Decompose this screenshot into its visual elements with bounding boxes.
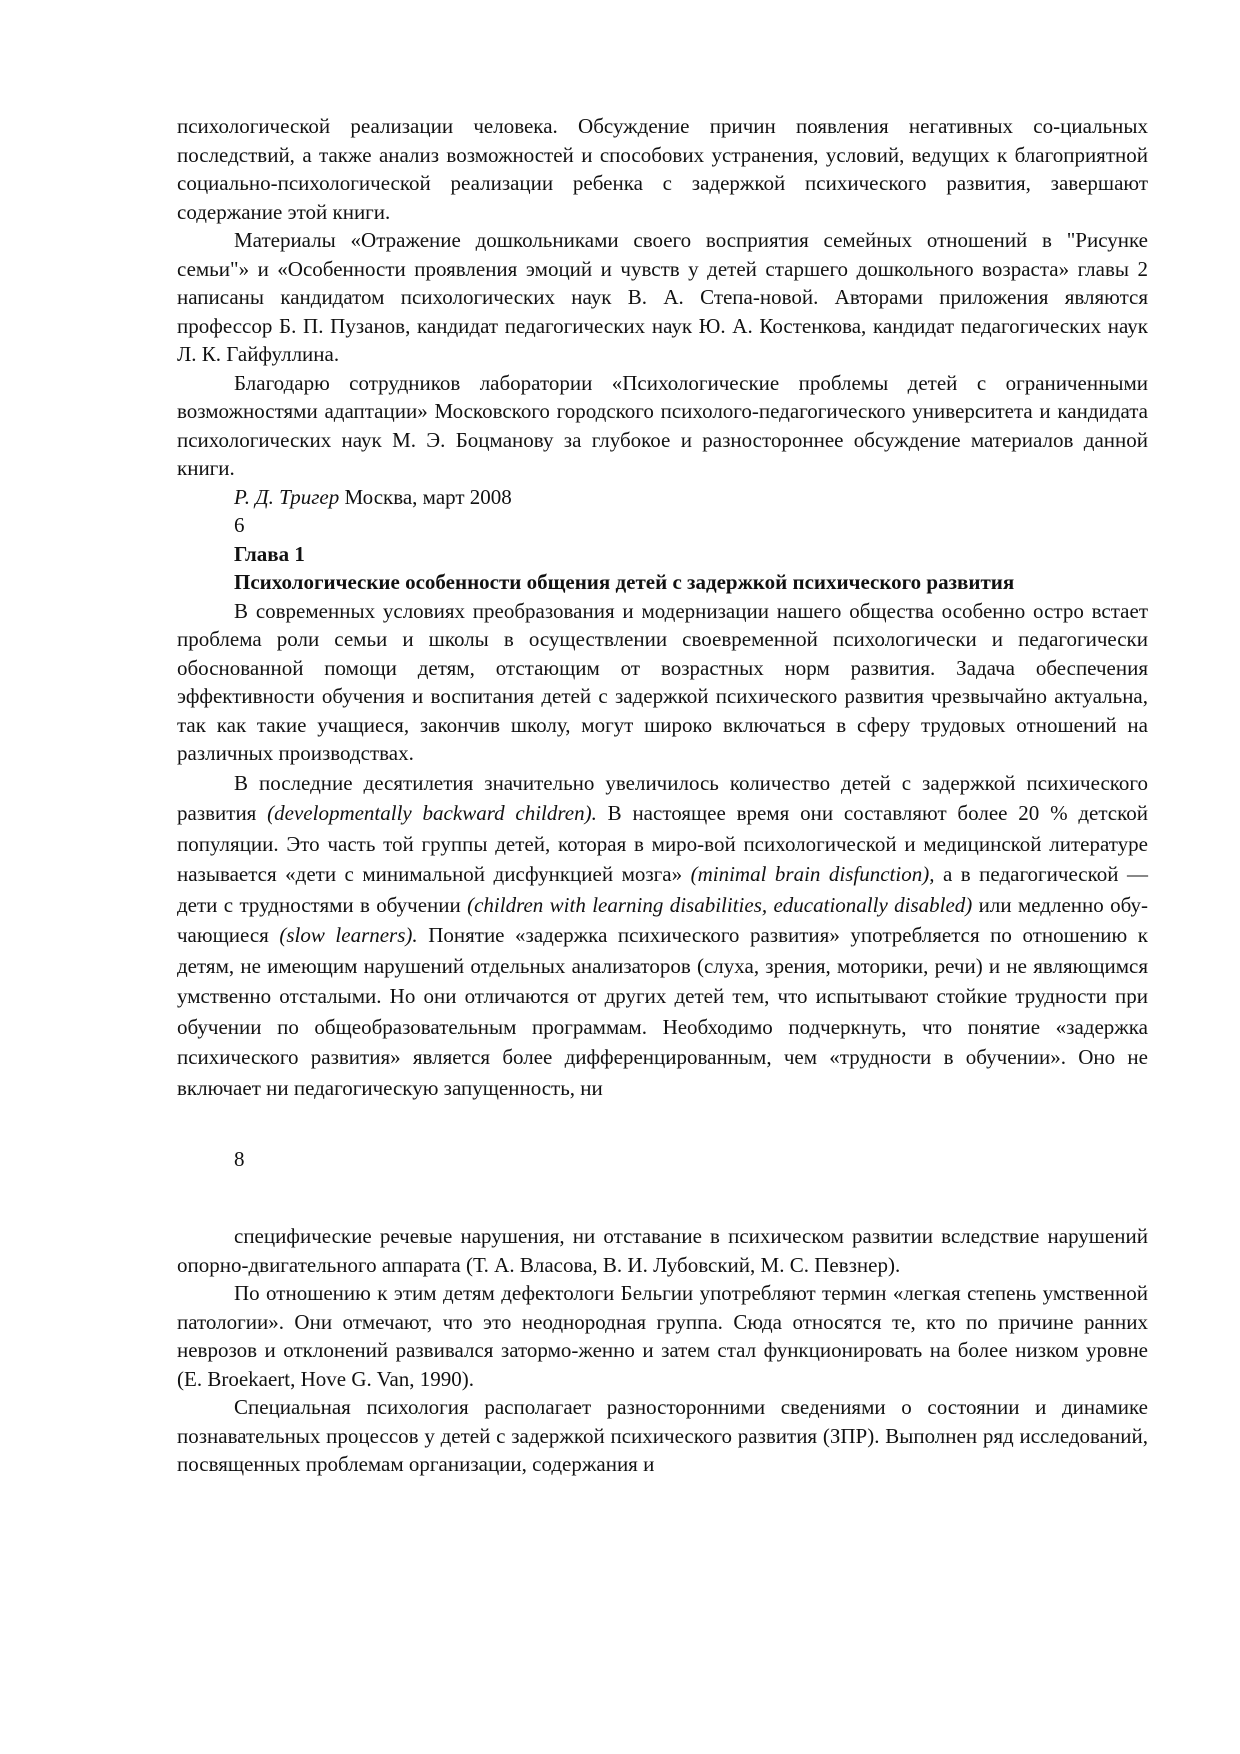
section-preface-end [177, 112, 1148, 768]
section-continuation [177, 1222, 1148, 1479]
signature-author: Р. Д. Тригер [234, 484, 340, 509]
paragraph: Материалы «Отражение дошкольниками своего восприятия семейных отношений в "Рисунке семьи"» и «Особенности проявления эмоций и чувств у детей старшего дошкольного возраста» главы 2 написаны кандидатом психологических наук В. А. Степа-новой. Авторами приложения являются профессор Б. П. Пузанов, кандидат педагогических наук Ю. А. Костенкова, кандидат педагогических наук Л. К. Гайфуллина. [177, 228, 1148, 366]
text-run: а в педагогической — дети с трудностями в обучении [177, 862, 1148, 917]
text-run: В последние десятилетия значительно увеличилось количество детей с задержкой психического развития [177, 770, 1148, 825]
page-number: 6 [234, 513, 245, 537]
paragraph: Благодарю сотрудников лаборатории «Психологические проблемы детей с ограниченными возможностями адаптации» Московского городского психолого-педагогического университета и кандидата психологических наук М. Э. Боцманову за глубокое и разностороннее обсуждение материалов данной книги. [177, 370, 1148, 480]
text-run: или медленно обу-чающиеся [177, 892, 1148, 947]
paragraph: Специальная психология располагает разносторонними сведениями о состоянии и динамике познавательных процессов у детей с задержкой психического развития (ЗПР). Выполнен ряд исследований, посвященных проблемам организации, содержания и [177, 1395, 1148, 1476]
italic-term: (children with learning disabilities, educationally disabled) [467, 892, 973, 917]
italic-term: (slow learners). [279, 923, 418, 947]
paragraph: По отношению к этим детям дефектологи Бельгии употребляют термин «легкая степень умственной патологии». Они отмечают, что это неоднородная группа. Сюда относятся те, кто по причине ранних неврозов и отклонений развивался затормо-женно и затем стал функционировать на более низком уровне (E. Broekaert, Hove G. Van, 1990). [177, 1281, 1148, 1391]
chapter-label: Глава 1 [234, 541, 305, 566]
section-body [177, 768, 1148, 1223]
paragraph: В современных условиях преобразования и модернизации нашего общества особенно остро встает проблема роли семьи и школы в осуществлении своевременной психологически и педагогически обоснованной помощи детям, отстающим от возрастных норм развития. Задача обеспечения эффективности обучения и воспитания детей с задержкой психического развития чрезвычайно актуальна, так как такие учащиеся, закончив школу, могут широко включаться в сферу трудовых отношений на различных производствах. [177, 598, 1148, 765]
signature-place-date: Москва, март 2008 [339, 484, 512, 509]
chapter-title: Психологические особенности общения детей с задержкой психического развития [234, 570, 1015, 594]
paragraph: психологической реализации человека. Обсуждение причин появления негативных со-циальных последствий, а также анализ возможностей и способових устранения, условий, ведущих к благоприятной социально-психологической реализации ребенка с задержкой психического развития, завершают содержание этой книги. [177, 114, 1148, 224]
italic-term: (developmentally backward children). [267, 801, 597, 825]
paragraph: специфические речевые нарушения, ни отставание в психическом развитии вследствие нарушений опорно-двигательного аппарата (Т. А. Власова, В. И. Лубовский, М. С. Певзнер). [177, 1224, 1148, 1277]
italic-term: (minimal brain disfunction), [690, 862, 935, 886]
text-run: В настоящее время они составляют более 20 % детской популяции. Это часть той группы детей, которая в миро-вой психологической и медицинской литературе называется «дети с минимальной дисфункцией мозга» [177, 801, 1148, 886]
text-run: Понятие «задержка психического развития» употребляется по отношению к детям, не имеющим нарушений отдельных анализаторов (слуха, зрения, моторики, речи) и не являющимся умственно отсталыми. Но они отличаются от других детей тем, что испытывают стойкие трудности при обучении по общеобразовательным программам. Необходимо подчеркнуть, что понятие «задержка психического развития» является более дифференцированным, чем «трудности в обучении». Оно не включает ни педагогическую запущенность, ни [177, 923, 1148, 1100]
page-number: 8 [234, 1147, 245, 1171]
document-page [177, 112, 1148, 1479]
paragraph [177, 768, 1148, 1104]
signature-line [177, 483, 1148, 512]
